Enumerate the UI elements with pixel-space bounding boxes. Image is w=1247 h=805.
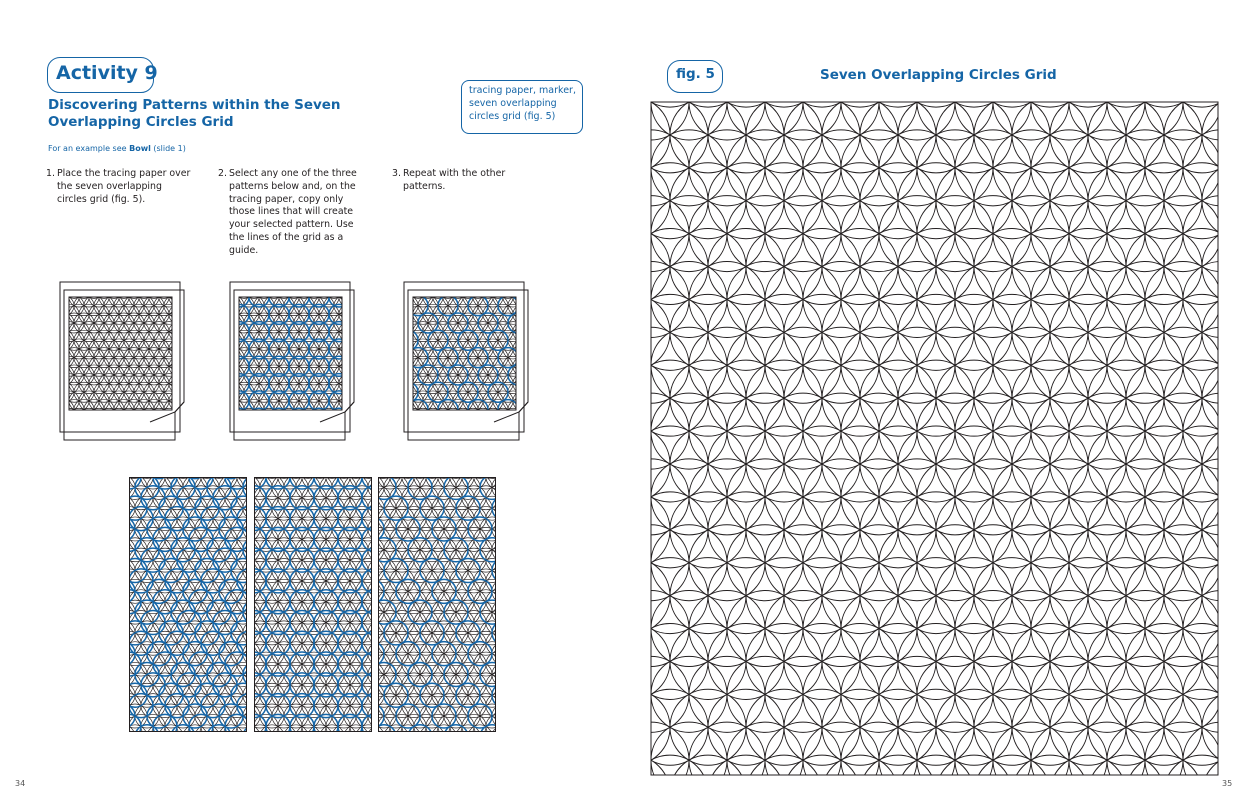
highlight-circle [228, 408, 229, 428]
highlight-circle [228, 374, 229, 394]
grid-circle [228, 356, 229, 376]
step-line: Place the tracing paper over [57, 168, 191, 179]
step-number: 2. [218, 168, 227, 179]
grid-circle [228, 304, 229, 324]
grid-circle [492, 662, 497, 686]
step-line: the seven overlapping [57, 180, 162, 192]
step-line: Repeat with the other [403, 168, 506, 179]
step-text [57, 168, 190, 206]
highlight-circle [228, 280, 229, 290]
heading-line-1: Discovering Patterns within the Seven [48, 97, 341, 113]
pattern-panel-3 [378, 477, 497, 733]
heading-line-2: Overlapping Circles Grid [48, 114, 234, 130]
grid-circle [58, 280, 59, 290]
grid-circle [650, 163, 670, 239]
grid-circle [746, 755, 822, 777]
step-line: patterns below and, on the [229, 180, 356, 192]
highlight-circle [228, 391, 229, 411]
grid-circle [1164, 426, 1220, 502]
highlight-circle [228, 356, 229, 376]
grid-circle [1164, 360, 1220, 436]
materials-line: seven overlapping [469, 97, 557, 109]
grid-circle [402, 391, 403, 411]
step-line: the lines of the grid as a [229, 231, 344, 243]
grid-circle [1164, 755, 1220, 777]
grid-circle [1164, 623, 1220, 699]
grid-circle [1164, 101, 1220, 173]
tracing-illustration-2 [228, 280, 356, 442]
grid-circle [402, 339, 403, 359]
grid-circle [228, 426, 229, 442]
grid-circle [1164, 163, 1220, 239]
step-line: your selected pattern. Use [229, 219, 354, 231]
grid-circle [650, 558, 670, 634]
page-number-right: 35 [1222, 779, 1233, 788]
grid-circle [58, 408, 59, 428]
grid-circle [1202, 558, 1220, 634]
grid-circle [650, 360, 670, 436]
highlight-circle [228, 304, 229, 324]
grid-circle [1202, 229, 1220, 305]
grid-circle [650, 426, 670, 502]
grid-circle [228, 408, 229, 428]
grid-circle [860, 755, 936, 777]
materials-list [469, 85, 579, 123]
grid-circle [402, 304, 403, 324]
grid-circle [528, 400, 530, 420]
grid-circle [1126, 755, 1202, 777]
figure-title: Seven Overlapping Circles Grid [820, 67, 1057, 83]
grid-circle [402, 374, 403, 394]
step-line: tracing paper, copy only [229, 193, 344, 205]
grid-circle [58, 287, 59, 307]
grid-circle [650, 294, 670, 370]
grid-circle [184, 417, 186, 437]
step-1 [46, 168, 211, 208]
grid-circle [228, 322, 229, 342]
step-text [229, 168, 357, 258]
grid-circle [650, 689, 670, 765]
activity-heading [48, 97, 368, 131]
grid-circle [58, 304, 59, 324]
grid-circle [1164, 294, 1220, 370]
grid-circle [1088, 755, 1164, 777]
grid-circle [1202, 689, 1220, 765]
step-line: Select any one of the three [229, 168, 357, 179]
step-number: 1. [46, 168, 55, 179]
grid-circle [822, 755, 898, 777]
grid-circle [58, 374, 59, 394]
grid-circle [402, 322, 403, 342]
grid-circle [1164, 689, 1220, 765]
highlight-circle [228, 339, 229, 359]
highlight-pattern [254, 477, 373, 733]
grid-circle [650, 492, 670, 568]
example-prefix: For an example see [48, 144, 130, 153]
tracing-illustration-1 [58, 280, 186, 442]
page-number-left: 34 [15, 779, 26, 788]
grid-circle [708, 755, 784, 777]
step-line: those lines that will create [229, 206, 354, 218]
grid-circle [402, 426, 403, 442]
grid-circle [58, 339, 59, 359]
grid-circle [354, 400, 356, 420]
grid-circle [228, 374, 229, 394]
grid-circle [58, 322, 59, 342]
example-reference [48, 144, 186, 153]
pattern-panel-2 [254, 477, 373, 733]
grid-circle [670, 755, 746, 777]
grid-circle [58, 356, 59, 376]
grid-circle [58, 426, 59, 442]
example-suffix: (slide 1) [150, 144, 186, 153]
grid-circle [1202, 294, 1220, 370]
grid-circle [1164, 492, 1220, 568]
grid-circle [1202, 623, 1220, 699]
step-text [403, 168, 505, 194]
step-2 [218, 168, 383, 263]
grid-circle [1050, 755, 1126, 777]
step-line: circles grid (fig. 5). [57, 193, 146, 205]
grid-circle [1202, 360, 1220, 436]
grid-circle [784, 755, 860, 777]
grid-circle [1164, 558, 1220, 634]
seven-circles-grid [650, 101, 1220, 777]
grid-circle [228, 339, 229, 359]
grid-circle [650, 229, 670, 305]
pattern-panel-1 [129, 477, 248, 733]
grid-circle [402, 280, 403, 290]
highlight-circle [228, 287, 229, 307]
grid-circle [1202, 492, 1220, 568]
example-bold: Bowl [129, 144, 151, 153]
grid-circle [1202, 426, 1220, 502]
grid-circle [184, 400, 186, 420]
step-line: guide. [229, 244, 259, 256]
activity-title: Activity 9 [56, 62, 158, 84]
grid-circle [228, 391, 229, 411]
grid-circle [492, 600, 497, 624]
step-number: 3. [392, 168, 401, 179]
step-3 [392, 168, 542, 198]
materials-line: tracing paper, marker, [469, 85, 576, 96]
grid-circle [528, 417, 530, 437]
highlight-circle [228, 322, 229, 342]
grid-circle [650, 623, 670, 699]
grid-circle [402, 287, 403, 307]
figure-label: fig. 5 [676, 66, 715, 82]
grid-circle [898, 755, 974, 777]
step-line: patterns. [403, 180, 446, 192]
grid-circle [936, 755, 1012, 777]
grid-circle [228, 287, 229, 307]
tracing-illustration-3 [402, 280, 530, 442]
grid-circle [402, 408, 403, 428]
grid-circle [58, 391, 59, 411]
grid-circle [354, 417, 356, 437]
grid-circle [228, 280, 229, 290]
highlight-circle [228, 426, 229, 442]
highlight-circle [528, 400, 530, 420]
materials-line: circles grid (fig. 5) [469, 110, 556, 122]
grid-circle [1012, 755, 1088, 777]
grid-circle [402, 356, 403, 376]
grid-circle [1164, 229, 1220, 305]
grid-circle [1202, 163, 1220, 239]
grid-circle [974, 755, 1050, 777]
